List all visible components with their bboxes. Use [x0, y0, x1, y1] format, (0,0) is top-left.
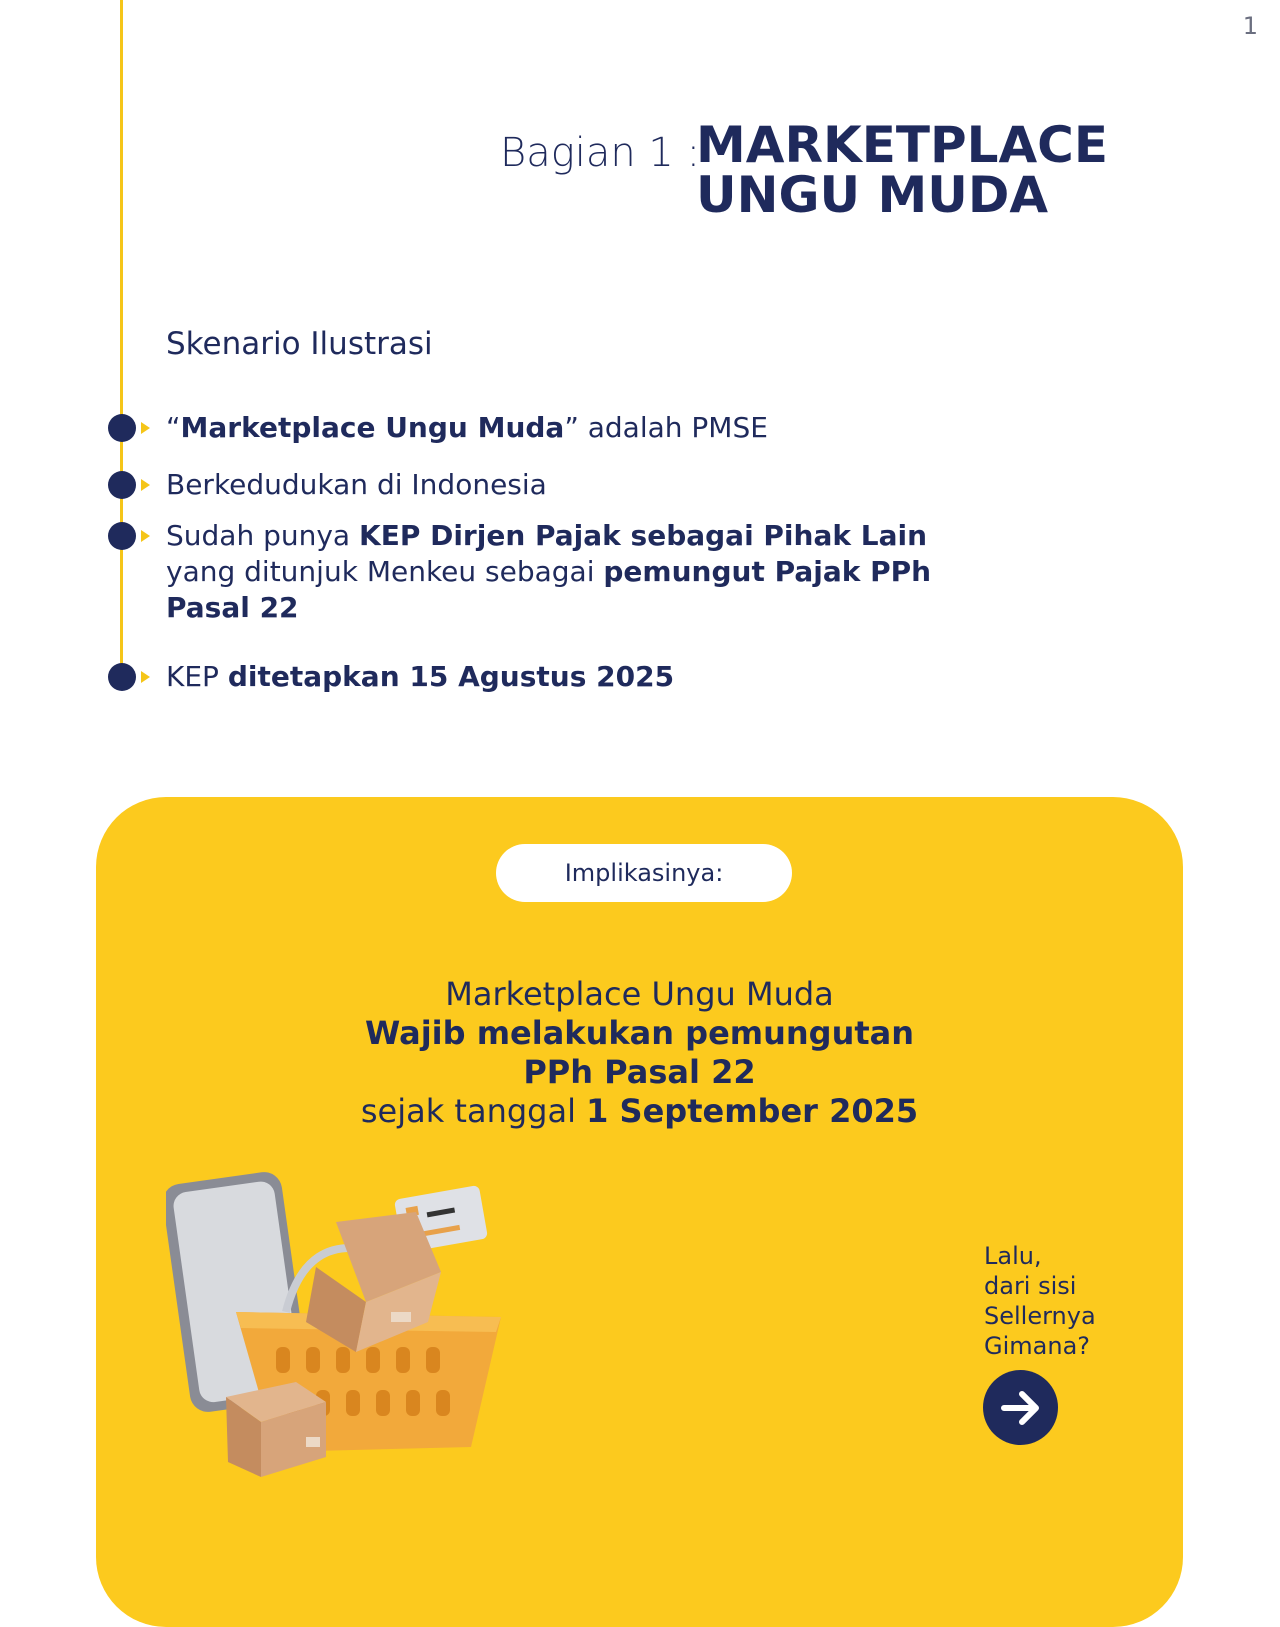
next-arrow-button[interactable]	[983, 1370, 1058, 1445]
implication-date: 1 September 2025	[586, 1092, 919, 1130]
bullet-triangle-icon	[141, 671, 150, 683]
bullet-text	[166, 410, 966, 446]
section-subtitle: Skenario Ilustrasi	[166, 326, 433, 362]
implication-text	[96, 975, 1183, 1131]
bullet-dot-icon	[108, 471, 136, 499]
bullet-text-bold: ditetapkan 15 Agustus 2025	[227, 660, 675, 693]
bullet-text	[166, 518, 946, 626]
title-main	[696, 116, 1109, 224]
next-question-line: Gimana?	[984, 1332, 1091, 1360]
arrow-right-icon	[998, 1385, 1044, 1431]
page-number: 1	[1242, 12, 1258, 40]
bullet-text-bold: pemungut Pajak PPh Pasal 22	[166, 555, 932, 624]
bullet-dot-icon	[108, 522, 136, 550]
bullet-text-part: KEP	[166, 660, 228, 693]
bullet-triangle-icon	[141, 530, 150, 542]
bullet-triangle-icon	[141, 479, 150, 491]
bullet-dot-icon	[108, 414, 136, 442]
bullet-text-part: “	[166, 411, 181, 444]
implication-line-3: PPh Pasal 22	[523, 1053, 756, 1091]
next-question-line: Sellernya	[984, 1302, 1096, 1330]
implication-line-2: Wajib melakukan pemungutan	[364, 1014, 915, 1052]
title-line-2: UNGU MUDA	[696, 166, 1049, 224]
bullet-text	[166, 659, 966, 695]
implication-label: Implikasinya:	[496, 844, 792, 902]
package-box-icon	[226, 1382, 326, 1477]
bullet-dot-icon	[108, 663, 136, 691]
bullet-text-part: ” adalah PMSE	[564, 411, 768, 444]
title-line-1: MARKETPLACE	[696, 116, 1109, 174]
next-question	[984, 1241, 1096, 1361]
bullet-text-part: yang ditunjuk Menkeu sebagai	[166, 555, 604, 588]
shopping-basket-illustration	[166, 1172, 546, 1492]
title-prefix: Bagian 1 :	[500, 130, 701, 176]
bullet-text-part: Berkedudukan di Indonesia	[166, 468, 547, 501]
next-question-line: dari sisi	[984, 1272, 1077, 1300]
bullet-text	[166, 467, 966, 503]
implication-line-1: Marketplace Ungu Muda	[445, 975, 834, 1013]
bullet-text-bold: KEP Dirjen Pajak sebagai Pihak Lain	[359, 519, 927, 552]
implication-line-4	[96, 1092, 1183, 1131]
bullet-text-bold: Marketplace Ungu Muda	[180, 411, 565, 444]
implication-card	[96, 797, 1183, 1627]
implication-date-prefix: sejak tanggal	[360, 1092, 587, 1130]
bullet-text-part: Sudah punya	[166, 519, 359, 552]
timeline-line	[120, 0, 123, 690]
bullet-triangle-icon	[141, 422, 150, 434]
next-question-line: Lalu,	[984, 1242, 1042, 1270]
